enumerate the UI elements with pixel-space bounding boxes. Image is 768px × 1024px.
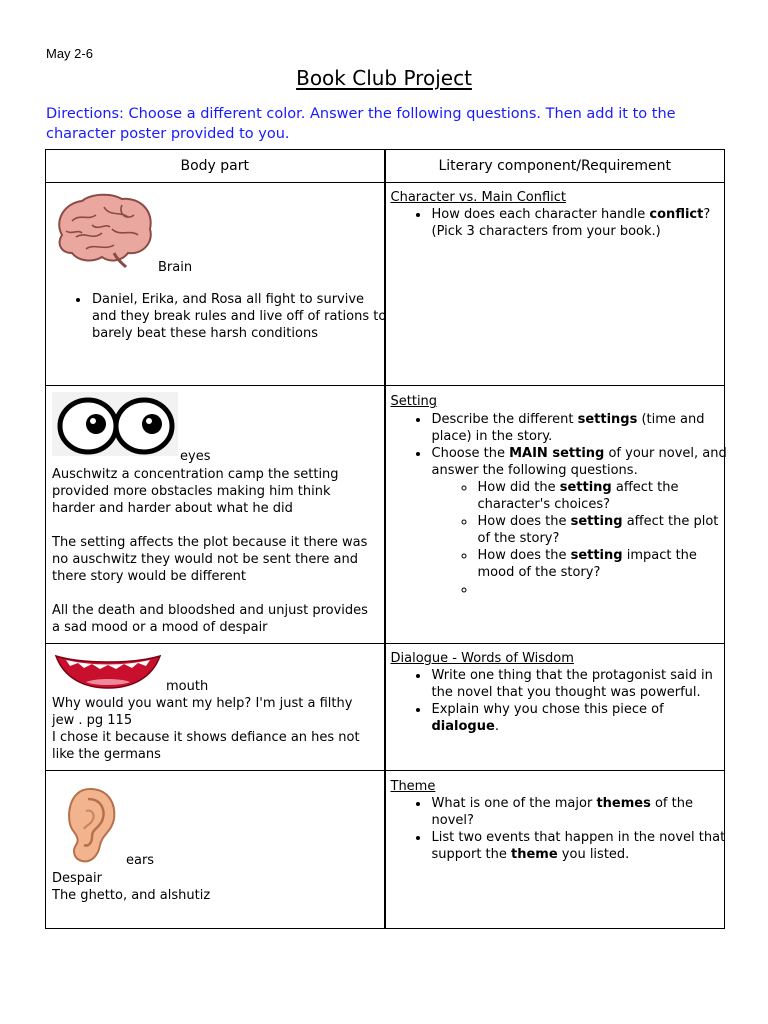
answer-text: I chose it because it shows defiance an hes not like the germans	[52, 730, 360, 762]
eyes-icon	[52, 392, 178, 456]
mouth-icon	[52, 650, 164, 690]
requirement-cell	[386, 771, 725, 928]
body-part-label: eyes	[180, 449, 211, 464]
body-part-label: ears	[126, 853, 155, 868]
table-row	[46, 771, 725, 929]
requirement-bullet: • Choose the MAIN setting of your novel, and answer the following questions. ◦ How did the setting affect the character's choices? ◦ How does the setting affect the plot of the story? ◦ How does the setting impact the mood of the story? ◦	[430, 445, 730, 598]
answer-text: The setting affects the plot because it there was no auschwitz they would not be sent there and there story would be different	[52, 535, 368, 584]
date-line: May 2-6	[46, 46, 93, 61]
answer-text: • Daniel, Erika, and Rosa all fight to survive and they break rules and live off of rations to barely beat these harsh conditions	[90, 291, 390, 342]
requirement-title: Setting	[390, 394, 438, 409]
header-literary-component: Literary component/Requirement	[385, 150, 725, 183]
brain-icon	[52, 191, 156, 269]
requirement-bullet: • Write one thing that the protagonist said in the novel that you thought was powerful.	[430, 667, 730, 701]
table-row	[46, 183, 725, 386]
header-body-part: Body part	[46, 150, 385, 183]
ear-icon	[62, 785, 118, 865]
directions: Directions: Choose a different color. Answer the following questions. Then add it to the character poster provided to you.	[46, 106, 676, 142]
table-row	[46, 644, 725, 771]
requirement-bullet: • What is one of the major themes of the novel?	[430, 795, 730, 829]
answer-text: Why would you want my help? I'm just a filthy jew . pg 115	[52, 696, 353, 728]
requirement-bullet: • How does each character handle conflict? (Pick 3 characters from your book.)	[430, 206, 730, 240]
answer-text: Despair	[52, 871, 102, 886]
requirement-subbullet: ◦ How does the setting impact the mood of the story?	[476, 547, 730, 581]
requirement-title: Character vs. Main Conflict	[390, 190, 567, 205]
requirement-cell	[386, 183, 725, 385]
project-table	[45, 149, 725, 929]
body-part-cell	[46, 644, 384, 770]
answer-text: All the death and bloodshed and unjust provides a sad mood or a mood of despair	[52, 603, 368, 635]
requirement-title: Dialogue - Words of Wisdom	[390, 651, 574, 666]
answer-text: Auschwitz a concentration camp the setting provided more obstacles making him think harder and harder about what he did	[52, 467, 339, 516]
header-row	[46, 150, 725, 183]
requirement-cell	[386, 644, 725, 770]
requirement-bullet: • Describe the different settings (time and place) in the story.	[430, 411, 730, 445]
requirement-subbullet-empty	[476, 581, 730, 598]
table-row	[46, 386, 725, 644]
body-part-cell	[46, 771, 384, 928]
page-title: Book Club Project	[296, 66, 472, 90]
requirement-bullet: • Explain why you chose this piece of dialogue.	[430, 701, 730, 735]
requirement-title: Theme	[390, 779, 436, 794]
body-part-cell	[46, 386, 384, 643]
body-part-cell	[46, 183, 387, 385]
requirement-cell	[386, 386, 725, 643]
body-part-label: Brain	[158, 260, 193, 275]
requirement-subbullet: ◦ How does the setting affect the plot of the story?	[476, 513, 730, 547]
body-part-label: mouth	[166, 679, 209, 694]
answer-text: The ghetto, and alshutiz	[52, 888, 211, 903]
requirement-bullet: • List two events that happen in the novel that support the theme you listed.	[430, 829, 730, 863]
requirement-subbullet: ◦ How did the setting affect the character's choices?	[476, 479, 730, 513]
